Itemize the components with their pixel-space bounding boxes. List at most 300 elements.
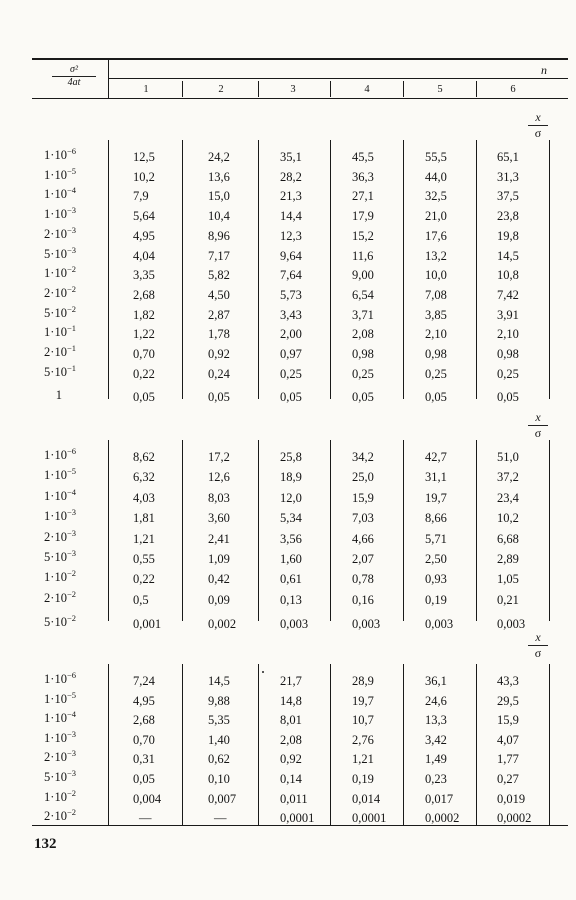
table-cell: 4,95 (133, 228, 155, 243)
table-cell: 8,96 (208, 228, 230, 243)
table-cell: 0,05 (208, 390, 230, 405)
column-number-6: 6 (510, 84, 516, 95)
row-label (0, 809, 76, 824)
table-cell: 51,0 (497, 450, 519, 464)
row-label (0, 750, 76, 765)
unit-numerator: x (528, 410, 548, 426)
row-label (0, 728, 76, 746)
row-label-exponent: −6 (66, 670, 76, 680)
row-label-exponent: −1 (66, 343, 76, 353)
table-cell: 2,00 (280, 327, 302, 342)
row-label (0, 588, 76, 606)
table-cell: 0,25 (497, 366, 519, 381)
column-divider (403, 440, 404, 621)
column-number-3: 3 (290, 84, 296, 95)
table-cell: 2,76 (352, 732, 374, 747)
table-cell: 0,05 (133, 390, 155, 405)
table-cell: 14,5 (208, 674, 230, 688)
column-number-5: 5 (437, 84, 443, 95)
table-cell: 0,014 (352, 791, 381, 806)
row-label-exponent: −5 (66, 165, 76, 176)
row-label-mantissa: 1·10 (44, 468, 67, 483)
table-cell: 43,3 (497, 674, 519, 688)
table-cell: 0,0001 (352, 811, 387, 826)
table-cell: 0,14 (280, 772, 302, 786)
table-cell: 0,93 (425, 572, 447, 587)
table-top-rule (32, 58, 568, 60)
table-cell: 1,40 (208, 732, 230, 747)
unit-denominator: σ (534, 126, 542, 140)
row-label (0, 266, 76, 281)
column-divider (476, 440, 477, 621)
table-cell: 7,64 (280, 268, 302, 283)
row-label (0, 303, 76, 321)
table-cell: 0,62 (208, 752, 230, 767)
table-cell: 0,78 (352, 572, 374, 587)
row-label (0, 244, 76, 262)
table-cell: 0,003 (497, 617, 526, 632)
table-cell: 5,82 (208, 268, 230, 283)
table-cell: 31,3 (497, 169, 519, 184)
column-divider (549, 140, 550, 399)
table-cell: 0,55 (133, 552, 155, 566)
table-cell: 2,50 (425, 552, 447, 566)
table-cell: 21,7 (280, 674, 302, 688)
unit-numerator: x (528, 630, 548, 646)
table-cell: 37,5 (497, 189, 519, 204)
table-cell: 1,81 (133, 511, 155, 526)
row-label-mantissa: 5·10 (44, 770, 67, 784)
table-cell: 0,92 (280, 752, 302, 767)
table-cell: 0,05 (497, 390, 519, 405)
row-label (0, 325, 76, 340)
table-cell: 0,13 (280, 592, 302, 607)
row-label-mantissa: 2·10 (44, 529, 67, 544)
unit-denominator: σ (534, 426, 542, 440)
table-cell: 0,22 (133, 572, 155, 587)
table-cell: 35,1 (280, 150, 302, 164)
row-label (0, 187, 76, 202)
table-cell: 0,004 (133, 791, 162, 806)
column-divider (182, 664, 183, 825)
table-cell: 9,00 (352, 268, 374, 283)
column-divider (182, 440, 183, 621)
table-cell: 10,8 (497, 268, 519, 283)
table-cell: 17,2 (208, 450, 230, 464)
row-label-exponent: −3 (66, 728, 76, 739)
table-cell: 13,3 (425, 713, 447, 728)
table-cell: 10,7 (352, 713, 374, 728)
row-label-mantissa: 5·10 (44, 246, 67, 261)
table-cell: 27,1 (352, 189, 374, 204)
table-cell: 2,68 (133, 713, 155, 728)
table-cell: 0,5 (133, 592, 149, 607)
table-cell: 15,9 (497, 713, 519, 728)
table-cell: 4,07 (497, 732, 519, 747)
table-cell: 6,68 (497, 531, 519, 546)
table-cell: 4,03 (133, 490, 155, 505)
table-cell: 7,17 (208, 248, 230, 263)
row-label (0, 770, 76, 785)
table-cell: 2,10 (497, 327, 519, 342)
row-label (0, 388, 62, 403)
table-cell: 0,017 (425, 791, 454, 806)
table-cell: 1,05 (497, 572, 519, 587)
table-cell: 55,5 (425, 150, 447, 164)
table-cell: 0,05 (133, 772, 155, 786)
table-cell: 4,04 (133, 248, 155, 263)
column-number-4: 4 (364, 84, 370, 95)
row-label-mantissa: 2·10 (44, 226, 67, 241)
unit-numerator: x (528, 110, 548, 126)
table-cell: 0,23 (425, 772, 447, 786)
table-cell: 2,68 (133, 287, 155, 302)
row-label-exponent: −2 (66, 588, 76, 599)
header-column-divider (476, 81, 477, 97)
table-cell: 0,25 (425, 366, 447, 381)
row-label-exponent: −1 (66, 323, 76, 334)
row-label-exponent: −3 (66, 748, 76, 759)
table-cell: 25,8 (280, 450, 302, 464)
table-cell: 25,0 (352, 470, 374, 485)
column-divider (403, 664, 404, 825)
table-cell: 0,019 (497, 791, 526, 806)
row-label-mantissa: 1·10 (44, 266, 67, 281)
table-cell: 19,8 (497, 228, 519, 243)
row-label-exponent: −3 (66, 205, 76, 216)
row-label-exponent: −2 (66, 613, 76, 624)
table-cell: 0,19 (425, 592, 447, 607)
table-cell: 7,9 (133, 189, 149, 204)
table-cell: 7,24 (133, 674, 155, 688)
table-cell: 3,43 (280, 307, 302, 322)
column-divider (476, 140, 477, 399)
table-cell: 1,77 (497, 752, 519, 767)
table-cell: 45,5 (352, 150, 374, 164)
table-cell: 0,002 (208, 617, 237, 632)
row-label-exponent: −3 (66, 244, 76, 255)
table-cell: 1,60 (280, 552, 302, 566)
table-cell: 0,25 (352, 366, 374, 381)
table-cell: 2,07 (352, 552, 374, 566)
table-cell: 23,8 (497, 209, 519, 224)
table-cell: 3,42 (425, 732, 447, 747)
table-cell: 0,011 (280, 791, 308, 806)
table-cell: 9,88 (208, 693, 230, 708)
row-label-exponent: −3 (66, 507, 76, 518)
row-label-exponent: −2 (66, 787, 76, 798)
table-cell: 44,0 (425, 169, 447, 184)
table-cell: 24,6 (425, 693, 447, 708)
table-cell: 3,85 (425, 307, 447, 322)
table-cell: 6,54 (352, 287, 374, 302)
row-label (0, 362, 76, 380)
table-cell: 0,98 (352, 347, 374, 361)
table-cell: 0,05 (352, 390, 374, 405)
row-label-exponent: −6 (66, 446, 76, 456)
table-cell: 0,0002 (497, 811, 532, 826)
table-cell: 10,0 (425, 268, 447, 283)
row-label (0, 615, 76, 630)
table-cell: 11,6 (352, 248, 374, 263)
row-label-mantissa: 1·10 (44, 672, 67, 686)
row-label (0, 224, 76, 242)
table-cell: 65,1 (497, 150, 519, 164)
table-cell: 7,08 (425, 287, 447, 302)
table-cell: 18,9 (280, 470, 302, 485)
table-cell: 0,001 (133, 617, 162, 632)
table-cell: 13,2 (425, 248, 447, 263)
row-label-mantissa: 1·10 (44, 448, 67, 462)
table-cell: 0,24 (208, 366, 230, 381)
row-label-mantissa: 1·10 (44, 187, 67, 202)
table-cell: 0,003 (280, 617, 309, 632)
table-cell: 21,3 (280, 189, 302, 204)
row-label-mantissa: 1 (55, 388, 62, 403)
table-cell: 7,42 (497, 287, 519, 302)
row-label (0, 689, 76, 707)
row-label-exponent: −2 (66, 283, 76, 294)
table-cell: 12,5 (133, 150, 155, 164)
x-over-sigma-unit-label (528, 110, 548, 141)
table-cell: 0,61 (280, 572, 302, 587)
table-cell: 2,10 (425, 327, 447, 342)
table-cell: 0,007 (208, 791, 237, 806)
column-divider (476, 664, 477, 825)
row-label (0, 165, 76, 183)
table-cell: 4,95 (133, 693, 155, 708)
table-cell: 12,6 (208, 470, 230, 485)
table-cell: 36,3 (352, 169, 374, 184)
table-cell: 0,98 (425, 347, 447, 361)
column-divider (330, 140, 331, 399)
row-label (0, 486, 76, 504)
table-cell: 0,05 (280, 390, 302, 405)
row-label-exponent: −2 (66, 264, 76, 275)
row-label (0, 550, 76, 565)
table-cell: 1,21 (352, 752, 374, 767)
table-cell: 2,08 (280, 732, 302, 747)
table-cell: 8,01 (280, 713, 302, 728)
table-cell: 0,21 (497, 592, 519, 607)
table-cell: 32,5 (425, 189, 447, 204)
row-label (0, 672, 76, 687)
page-number: 132 (34, 836, 57, 852)
column-divider (258, 664, 259, 825)
n-header-label: n (541, 63, 547, 77)
x-over-sigma-unit-label (528, 410, 548, 441)
table-cell: 6,32 (133, 470, 155, 485)
table-cell: 14,4 (280, 209, 302, 224)
row-label-exponent: −6 (66, 146, 76, 156)
row-label-mantissa: 5·10 (44, 550, 67, 564)
row-label (0, 509, 76, 524)
table-cell: 0,003 (425, 617, 454, 632)
table-cell: 0,27 (497, 772, 519, 786)
table-cell: 5,34 (280, 511, 302, 526)
unit-denominator: σ (534, 646, 542, 660)
row-label (0, 283, 76, 301)
row-label-mantissa: 2·10 (44, 590, 67, 605)
table-cell: 0,05 (425, 390, 447, 405)
table-cell: — (139, 811, 152, 826)
table-cell: 37,2 (497, 470, 519, 485)
table-cell: 28,9 (352, 674, 374, 688)
table-cell: 0,22 (133, 366, 155, 381)
table-cell: 15,0 (208, 189, 230, 204)
table-cell: 0,09 (208, 592, 230, 607)
table-cell: 3,71 (352, 307, 374, 322)
table-cell: 5,64 (133, 209, 155, 224)
table-cell: 8,62 (133, 450, 155, 464)
row-label-mantissa: 1·10 (44, 167, 67, 182)
table-cell: 10,4 (208, 209, 230, 224)
table-cell: — (214, 811, 227, 826)
table-cell: 31,1 (425, 470, 447, 485)
table-cell: 24,2 (208, 150, 230, 164)
column-divider (108, 140, 109, 399)
column-divider (403, 140, 404, 399)
row-label-mantissa: 1·10 (44, 691, 67, 706)
table-cell: 1,78 (208, 327, 230, 342)
table-cell: 0,19 (352, 772, 374, 786)
header-column-divider (258, 81, 259, 97)
table-cell: 0,97 (280, 347, 302, 361)
table-cell: 0,92 (208, 347, 230, 361)
column-divider (108, 664, 109, 825)
table-cell: 15,2 (352, 228, 374, 243)
table-cell: 42,7 (425, 450, 447, 464)
row-label-exponent: −1 (66, 362, 76, 373)
row-label-mantissa: 2·10 (44, 750, 67, 765)
table-cell: 0,31 (133, 752, 155, 767)
table-cell: 3,35 (133, 268, 155, 283)
table-cell: 2,87 (208, 307, 230, 322)
row-label (0, 345, 76, 360)
row-label-mantissa: 5·10 (44, 364, 67, 379)
row-label-mantissa: 5·10 (44, 305, 67, 320)
header-column-divider (330, 81, 331, 97)
row-label-exponent: −2 (66, 807, 76, 818)
row-label-mantissa: 1·10 (44, 488, 67, 503)
row-label-exponent: −4 (66, 486, 76, 497)
row-label-exponent: −2 (66, 568, 76, 579)
column-divider (330, 440, 331, 621)
header-n-rule (108, 78, 568, 79)
row-label-mantissa: 1·10 (44, 325, 67, 340)
row-label-mantissa: 1·10 (44, 711, 67, 726)
column-divider (549, 440, 550, 621)
table-cell: 1,21 (133, 531, 155, 546)
column-divider (182, 140, 183, 399)
table-cell: 29,5 (497, 693, 519, 708)
row-label-mantissa: 1·10 (44, 207, 67, 222)
row-label-exponent: −4 (66, 709, 76, 720)
table-cell: 2,89 (497, 552, 519, 566)
table-cell: 3,56 (280, 531, 302, 546)
table-cell: 0,25 (280, 366, 302, 381)
row-label-mantissa: 2·10 (44, 285, 67, 300)
table-cell: 5,73 (280, 287, 302, 302)
table-cell: 17,6 (425, 228, 447, 243)
row-label-exponent: −3 (66, 548, 76, 558)
row-label (0, 527, 76, 545)
column-divider (258, 140, 259, 399)
table-cell: 19,7 (352, 693, 374, 708)
table-cell: 5,71 (425, 531, 447, 546)
row-label (0, 570, 76, 585)
table-cell: 4,66 (352, 531, 374, 546)
table-cell: 4,50 (208, 287, 230, 302)
row-label-exponent: −3 (66, 768, 76, 778)
table-cell: 13,6 (208, 169, 230, 184)
table-cell: 7,03 (352, 511, 374, 526)
row-label-mantissa: 1·10 (44, 148, 67, 162)
table-cell: 28,2 (280, 169, 302, 184)
row-label-mantissa: 1·10 (44, 509, 67, 524)
table-cell: 15,9 (352, 490, 374, 505)
row-label-mantissa: 2·10 (44, 809, 67, 824)
table-cell: 19,7 (425, 490, 447, 505)
column-divider (258, 440, 259, 621)
table-cell: 10,2 (133, 169, 155, 184)
table-cell: 0,0001 (280, 811, 315, 826)
table-cell: 0,70 (133, 347, 155, 361)
table-cell: 0,10 (208, 772, 230, 786)
table-cell: 0,0002 (425, 811, 460, 826)
table-cell: 17,9 (352, 209, 374, 224)
table-cell: 0,98 (497, 347, 519, 361)
table-cell: 21,0 (425, 209, 447, 224)
row-label (0, 148, 76, 163)
header-fraction-denominator: 4at (67, 77, 81, 88)
row-label-exponent: −5 (66, 689, 76, 700)
header-fraction-numerator: σ² (52, 64, 96, 77)
row-label-exponent: −4 (66, 185, 76, 196)
row-label-mantissa: 1·10 (44, 730, 67, 745)
row-label-exponent: −3 (66, 224, 76, 235)
table-cell: 23,4 (497, 490, 519, 505)
column-divider (330, 664, 331, 825)
table-cell: 12,3 (280, 228, 302, 243)
table-cell: 9,64 (280, 248, 302, 263)
x-over-sigma-unit-label (528, 630, 548, 661)
table-cell: 0,42 (208, 572, 230, 587)
column-number-2: 2 (218, 84, 224, 95)
row-label-mantissa: 5·10 (44, 615, 67, 630)
row-label-exponent: −2 (66, 303, 76, 314)
row-label-exponent: −5 (66, 466, 76, 477)
table-cell: 14,8 (280, 693, 302, 708)
table-cell: 12,0 (280, 490, 302, 505)
row-label (0, 711, 76, 726)
row-label (0, 468, 76, 483)
column-divider (108, 440, 109, 621)
row-label-mantissa: 1·10 (44, 570, 67, 585)
column-divider (549, 664, 550, 825)
table-cell: 8,03 (208, 490, 230, 505)
sigma-squared-over-4at-header (52, 64, 96, 89)
table-cell: 3,91 (497, 307, 519, 322)
header-column-divider (403, 81, 404, 97)
row-label (0, 787, 76, 805)
table-cell: 0,16 (352, 592, 374, 607)
table-cell: 5,35 (208, 713, 230, 728)
table-cell: 1,49 (425, 752, 447, 767)
row-label-mantissa: 1·10 (44, 789, 67, 804)
row-label-mantissa: 2·10 (44, 345, 67, 359)
print-speck (262, 671, 264, 673)
